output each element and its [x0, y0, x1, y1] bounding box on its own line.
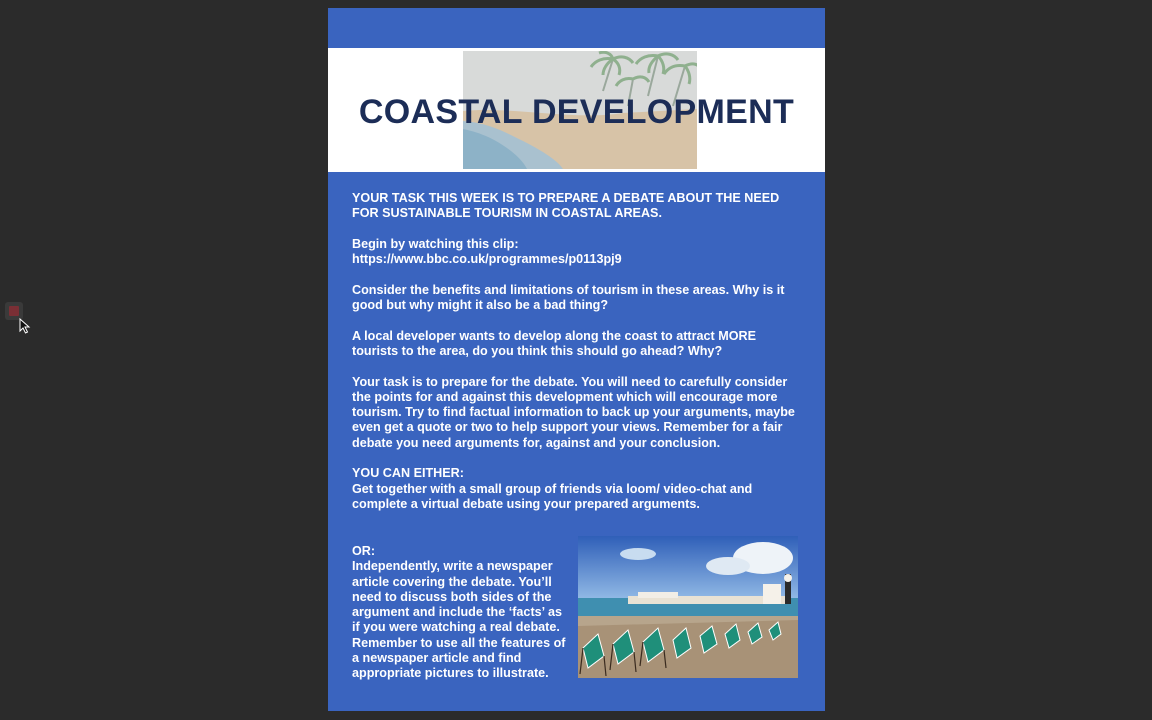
page-title: COASTAL DEVELOPMENT: [358, 93, 795, 131]
task-paragraph: Your task is to prepare for the debate. You will need to carefully consider the points for and against this development which will encourage more tourism. Try to find factual information to back up your arguments, maybe even get a quote or two to help support your views. Remember for a fair debate you need arguments for, against and your conclusion.: [352, 374, 795, 450]
clip-link[interactable]: https://www.bbc.co.uk/programmes/p0113pj9: [352, 252, 622, 267]
title-banner: [328, 48, 825, 172]
clip-paragraph: [352, 237, 804, 268]
mouse-pointer-icon: [19, 318, 31, 334]
consider-paragraph: Consider the benefits and limitations of tourism in these areas. Why is it good but why might it also be a bad thing?: [352, 282, 785, 313]
record-stop-icon: [9, 306, 19, 316]
or-heading: OR:: [352, 544, 376, 558]
pier-beach-deckchairs-photo: [578, 536, 798, 678]
clip-label: Begin by watching this clip:: [352, 236, 519, 251]
or-text: Independently, write a newspaper article covering the debate. You’ll need to discuss both sides of the argument and include the ‘facts’ as if you were watching a real debate. Remember to use all the features of a newspaper article and find appropriate pictures to illustrate.: [352, 559, 566, 681]
worksheet-page: [328, 8, 825, 711]
either-heading: YOU CAN EITHER:: [352, 466, 464, 481]
instructions: [352, 191, 804, 528]
either-paragraph: [352, 466, 804, 512]
either-text: Get together with a small group of friends via loom/ video-chat and complete a virtual debate using your prepared arguments.: [352, 481, 753, 511]
intro-paragraph: YOUR TASK THIS WEEK IS TO PREPARE A DEBATE ABOUT THE NEED FOR SUSTAINABLE TOURISM IN COASTAL AREAS.: [352, 191, 780, 221]
or-paragraph: [352, 544, 570, 682]
developer-paragraph: A local developer wants to develop along the coast to attract MORE tourists to the area, do you think this should go ahead? Why?: [352, 328, 757, 358]
